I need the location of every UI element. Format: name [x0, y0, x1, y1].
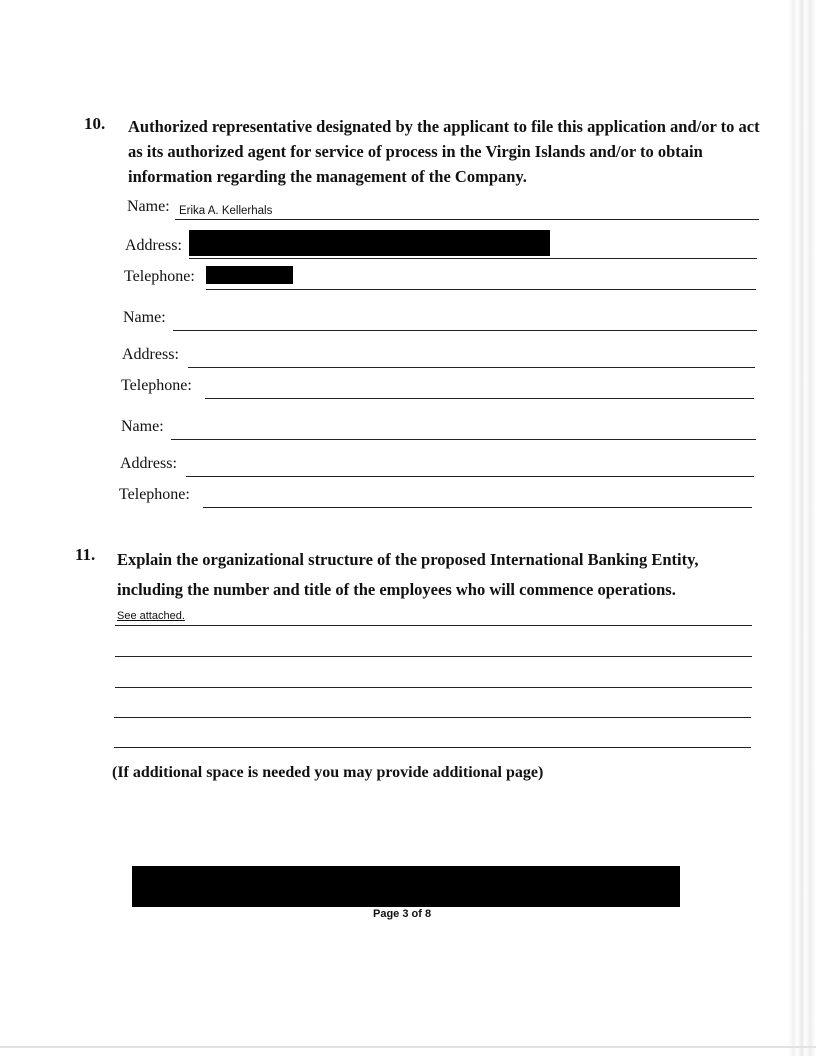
entry-2-name-row	[123, 307, 757, 331]
entry-3-address-label: Address:	[120, 455, 177, 472]
entry-2-address-line	[188, 367, 755, 368]
additional-space-note: (If additional space is needed you may provide additional page)	[112, 764, 544, 781]
entry-3-telephone-line	[203, 507, 752, 508]
entry-3-address-line	[186, 476, 754, 477]
entry-1-telephone-redaction	[206, 266, 293, 284]
entry-2-address-row	[122, 344, 755, 368]
entry-1-address-line	[189, 258, 757, 259]
entry-3-telephone-label: Telephone:	[119, 486, 190, 503]
entry-2-address-label: Address:	[122, 346, 179, 363]
entry-1-address-row	[125, 235, 757, 259]
answer-line-3	[115, 687, 752, 688]
question-10-text: Authorized representative designated by the applicant to file this application and/or to act as its authorized agent for service of process in the Virgin Islands and/or to obtain information regarding the management of the Company.	[128, 117, 760, 186]
question-11-text: Explain the organizational structure of the proposed International Banking Entity, including the number and title of the employees who will commence operations.	[117, 550, 699, 599]
page-number: Page 3 of 8	[373, 908, 432, 920]
entry-3-address-row	[120, 453, 754, 477]
entry-3-name-row	[121, 416, 756, 440]
entry-1-name-row	[127, 196, 759, 220]
footer-redaction	[132, 866, 680, 907]
entry-1-address-label: Address:	[125, 237, 182, 254]
entry-1-telephone-label: Telephone:	[124, 268, 195, 285]
entry-2-name-line	[173, 330, 757, 331]
entry-1-telephone-line	[206, 289, 756, 290]
entry-2-telephone-row	[121, 375, 754, 399]
entry-2-name-label: Name:	[123, 309, 166, 326]
entry-1-telephone-row	[124, 266, 756, 290]
question-11-number: 11.	[75, 545, 96, 564]
question-11-answer: See attached.	[117, 610, 185, 622]
entry-1-name-line	[175, 219, 759, 220]
answer-line-5	[114, 747, 751, 748]
entry-1-name-value: Erika A. Kellerhals	[179, 205, 273, 217]
scan-edge-bottom	[0, 1046, 816, 1048]
answer-line-1	[115, 625, 752, 626]
entry-1-address-redaction	[189, 230, 550, 256]
entry-2-telephone-line	[205, 398, 754, 399]
answer-line-2	[115, 656, 752, 657]
entry-3-telephone-row	[119, 484, 752, 508]
answer-line-4	[114, 717, 751, 718]
entry-3-name-line	[171, 439, 756, 440]
entry-3-name-label: Name:	[121, 418, 164, 435]
entry-1-name-label: Name:	[127, 198, 170, 215]
scan-edge-right	[788, 0, 816, 1056]
entry-2-telephone-label: Telephone:	[121, 377, 192, 394]
question-10-number: 10.	[84, 114, 106, 133]
